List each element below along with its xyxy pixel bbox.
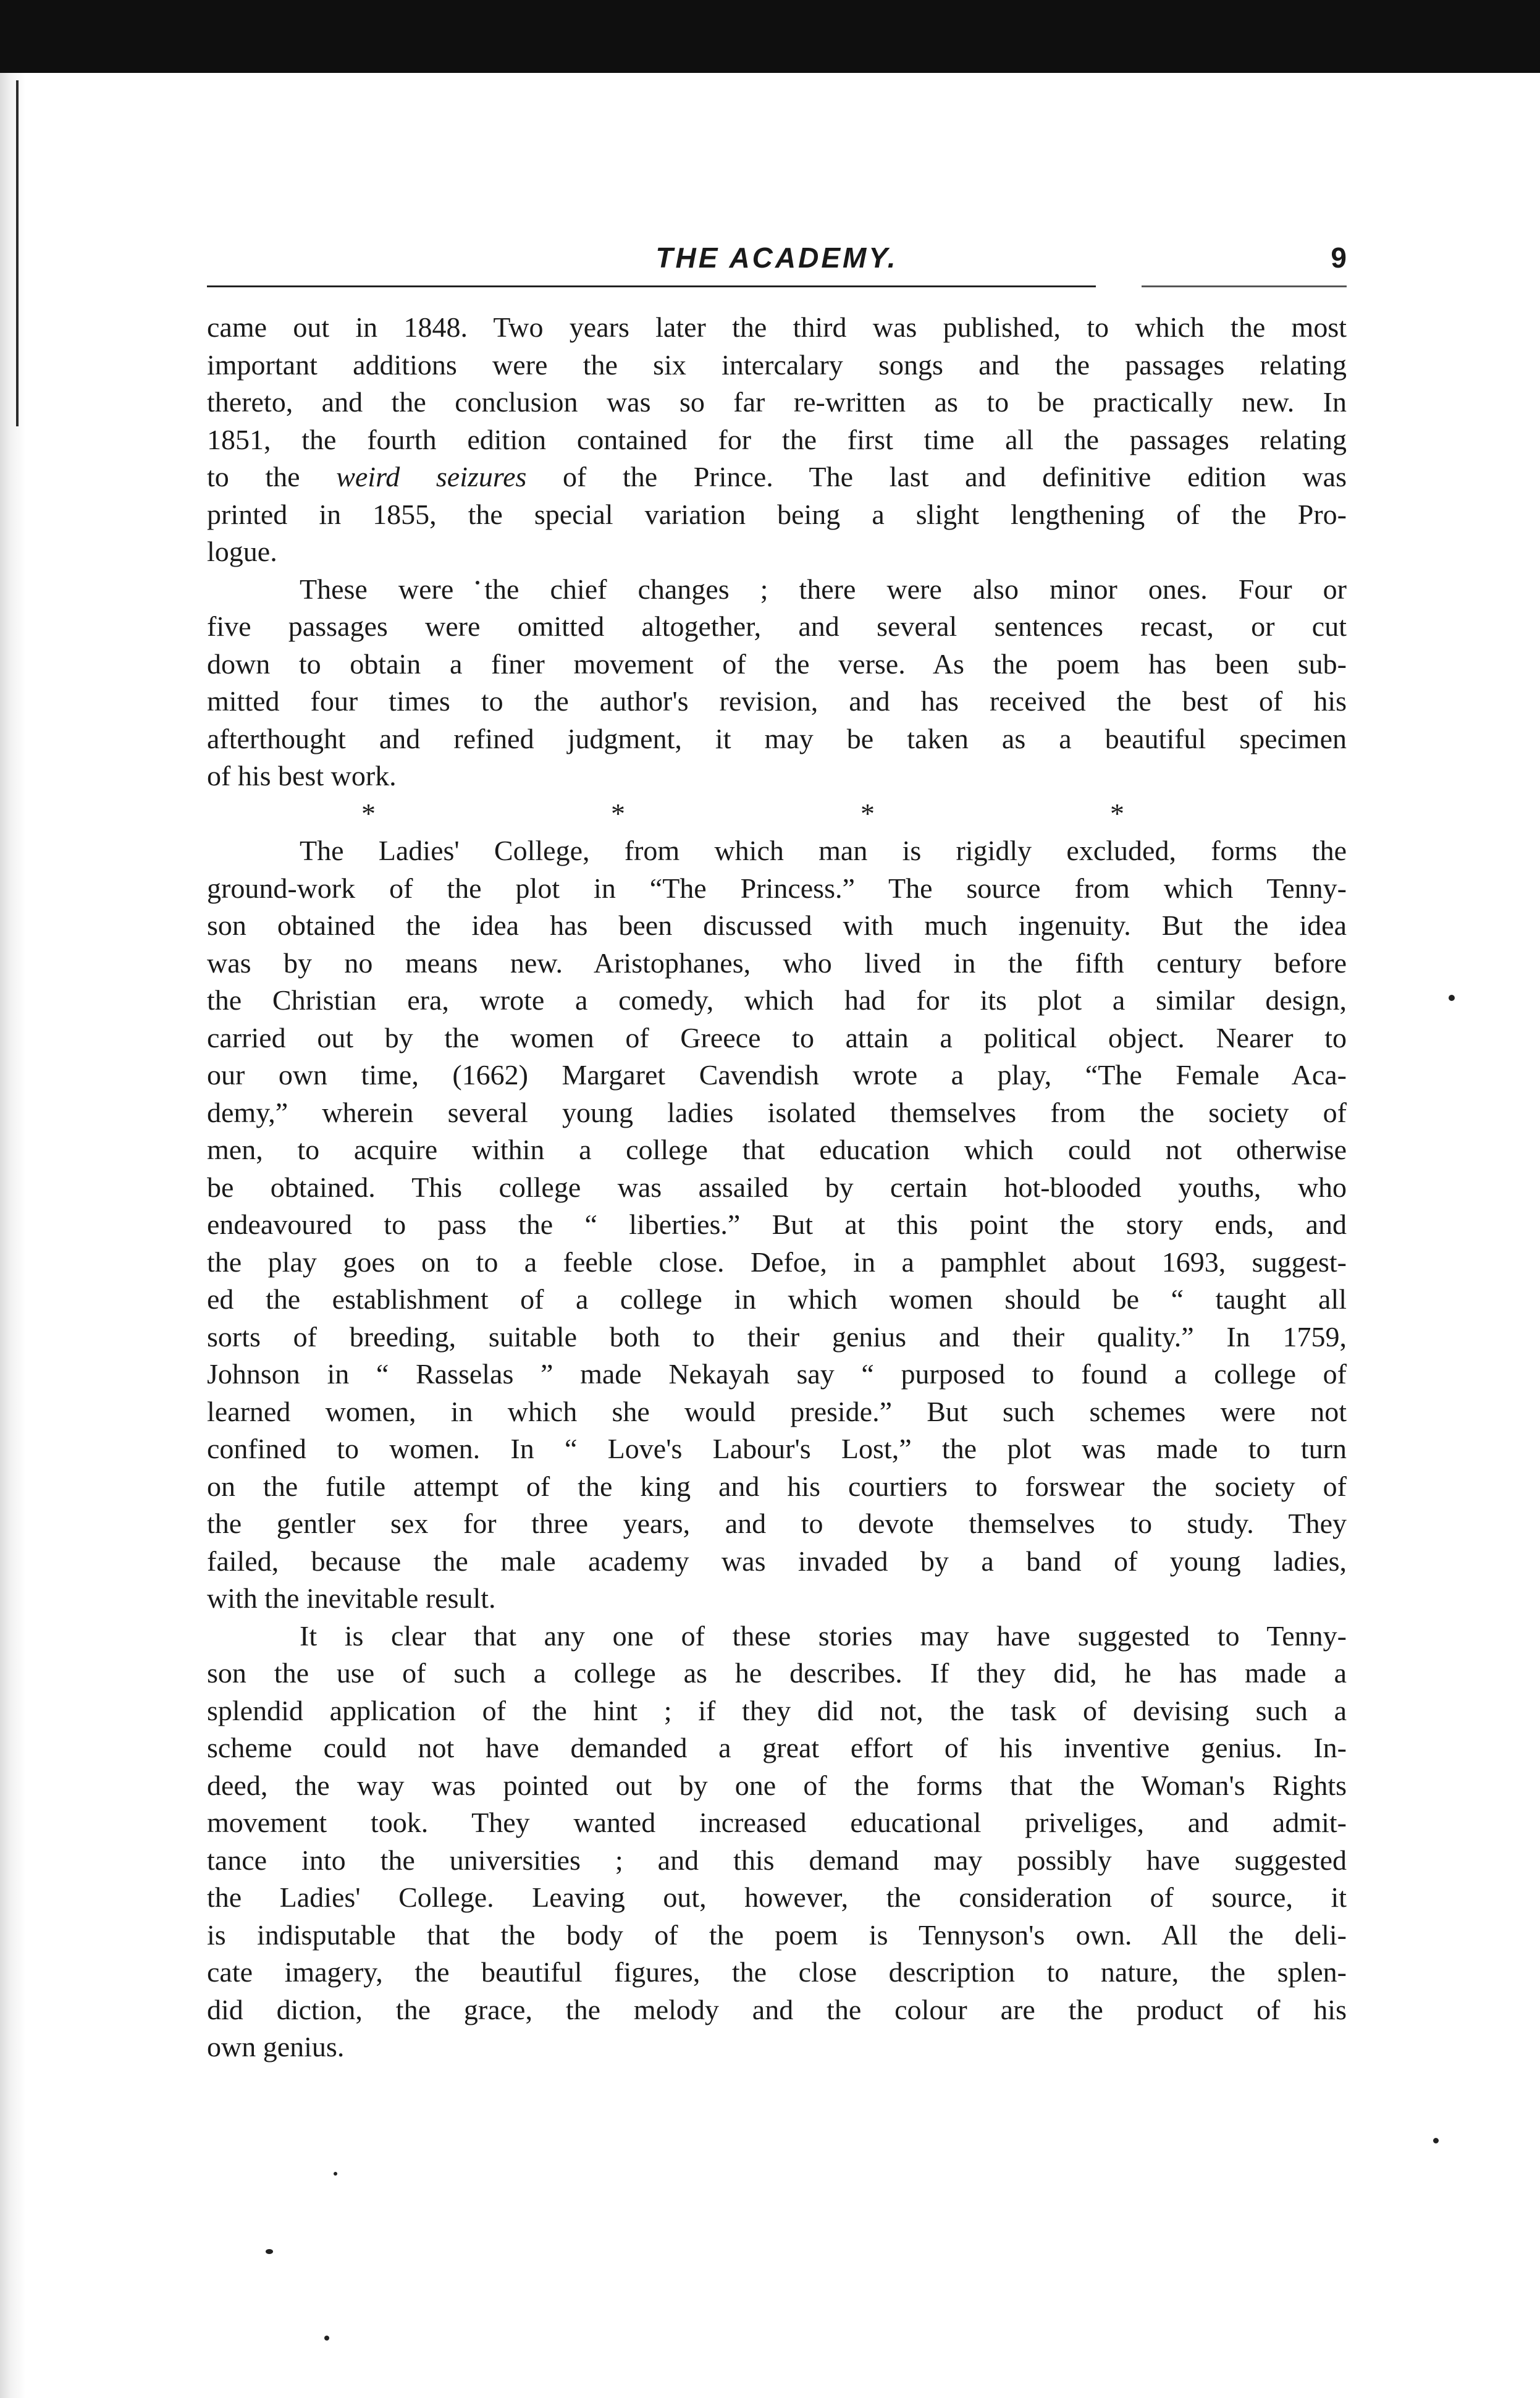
- paragraph: [207, 309, 1347, 571]
- separator-asterisk: *: [860, 797, 875, 829]
- separator-asterisk: *: [361, 797, 376, 829]
- scan-border-top: [0, 0, 1540, 73]
- text-line: carried out by the women of Greece to attain a political object. Nearer to: [207, 1021, 1347, 1053]
- text-line: ed the establishment of a college in which women should be “ taught all: [207, 1283, 1347, 1315]
- text-line: the gentler sex for three years, and to devote themselves to study. They: [207, 1508, 1347, 1539]
- text-line: cate imagery, the beautiful figures, the close description to nature, the splen-: [207, 1956, 1347, 1988]
- text-line: movement took. They wanted increased educational priveliges, and admit-: [207, 1807, 1347, 1838]
- text-line: of his best work.: [207, 760, 397, 792]
- text-line: logue.: [207, 536, 277, 567]
- text-line: did diction, the grace, the melody and the colour are the product of his: [207, 1993, 1347, 2025]
- text-line: demy,” wherein several young ladies isolated themselves from the society of: [207, 1096, 1347, 1128]
- paragraph: [207, 571, 1347, 795]
- paragraph: [207, 832, 1347, 1618]
- scan-speck: [1449, 995, 1455, 1001]
- separator-asterisk: *: [611, 797, 625, 829]
- text-line: be obtained. This college was assailed by certain hot-blooded youths, who: [207, 1171, 1347, 1203]
- text-line: learned women, in which she would preside.” But such schemes were not: [207, 1395, 1347, 1427]
- article-body: [207, 309, 1347, 2066]
- text-line: printed in 1855, the special variation being a slight lengthening of the Pro-: [207, 498, 1347, 530]
- text-line: own genius.: [207, 2031, 345, 2062]
- text-line: with the inevitable result.: [207, 1582, 496, 1614]
- text-line: men, to acquire within a college that education which could not otherwise: [207, 1134, 1347, 1165]
- text-line: on the futile attempt of the king and his courtiers to forswear the society of: [207, 1470, 1347, 1502]
- text-line: son obtained the idea has been discussed with much ingenuity. But the idea: [207, 910, 1347, 941]
- text-line: important additions were the six intercalary songs and the passages relating: [207, 348, 1347, 381]
- scan-speck: [324, 2336, 329, 2341]
- text-line: was by no means new. Aristophanes, who lived in the fifth century before: [207, 947, 1347, 979]
- section-separator: [207, 795, 1347, 833]
- scan-speck: [1433, 2138, 1439, 2143]
- text-line: down to obtain a finer movement of the verse. As the poem has been sub-: [207, 648, 1347, 680]
- page-number: 9: [1331, 242, 1347, 274]
- text-line: These were the chief changes ; there were also minor ones. Four or: [300, 573, 1347, 605]
- text-line: to the weird seizures of the Prince. The last and definitive edition was: [207, 461, 1347, 492]
- paragraph-group-before-separator: [207, 309, 1347, 795]
- text-line: Johnson in “ Rasselas ” made Nekayah say “ purposed to found a college of: [207, 1358, 1347, 1390]
- separator-asterisk: *: [1110, 797, 1124, 829]
- margin-line: [16, 80, 19, 426]
- scan-speck: [334, 2172, 337, 2176]
- text-line: scheme could not have demanded a great effort of his inventive genius. In-: [207, 1732, 1347, 1763]
- text-line: deed, the way was pointed out by one of the forms that the Woman's Rights: [207, 1769, 1347, 1801]
- text-line: the Ladies' College. Leaving out, however, the consideration of source, it: [207, 1881, 1347, 1913]
- paragraph: [207, 1618, 1347, 2066]
- scan-border-left: [0, 73, 26, 2398]
- text-line: our own time, (1662) Margaret Cavendish wrote a play, “The Female Aca-: [207, 1059, 1347, 1091]
- scan-speck: [266, 2249, 273, 2254]
- text-line: confined to women. In “ Love's Labour's Lost,” the plot was made to turn: [207, 1433, 1347, 1464]
- paragraph-group-after-separator: [207, 832, 1347, 2066]
- text-line: The Ladies' College, from which man is rigidly excluded, forms the: [300, 835, 1347, 866]
- text-line: endeavoured to pass the “ liberties.” But at this point the story ends, and: [207, 1209, 1347, 1240]
- text-line: It is clear that any one of these stories may have suggested to Tenny-: [300, 1619, 1347, 1652]
- text-line: came out in 1848. Two years later the third was published, to which the most: [207, 311, 1347, 343]
- text-line: splendid application of the hint ; if they did not, the task of devising such a: [207, 1694, 1347, 1726]
- text-line: thereto, and the conclusion was so far re-written as to be practically new. In: [207, 386, 1347, 418]
- text-line: sorts of breeding, suitable both to their genius and their quality.” In 1759,: [207, 1320, 1347, 1353]
- text-line: tance into the universities ; and this demand may possibly have suggested: [207, 1844, 1347, 1876]
- text-line: ground-work of the plot in “The Princess.” The source from which Tenny-: [207, 872, 1347, 904]
- text-line: afterthought and refined judgment, it may be taken as a beautiful specimen: [207, 722, 1347, 754]
- page-header: [207, 241, 1347, 284]
- text-line: 1851, the fourth edition contained for the first time all the passages relating: [207, 423, 1347, 455]
- running-head: THE ACADEMY.: [655, 242, 898, 274]
- text-line: failed, because the male academy was invaded by a band of young ladies,: [207, 1545, 1347, 1577]
- italic-phrase: weird seizures: [336, 461, 527, 492]
- text-line: is indisputable that the body of the poem is Tennyson's own. All the deli-: [207, 1919, 1347, 1951]
- text-line: son the use of such a college as he describes. If they did, he has made a: [207, 1657, 1347, 1689]
- text-line: mitted four times to the author's revision, and has received the best of his: [207, 685, 1347, 717]
- text-line: the play goes on to a feeble close. Defoe, in a pamphlet about 1693, suggest-: [207, 1246, 1347, 1278]
- header-rule: [207, 285, 1347, 287]
- text-line: the Christian era, wrote a comedy, which had for its plot a similar design,: [207, 984, 1347, 1016]
- text-line: five passages were omitted altogether, and several sentences recast, or cut: [207, 610, 1347, 642]
